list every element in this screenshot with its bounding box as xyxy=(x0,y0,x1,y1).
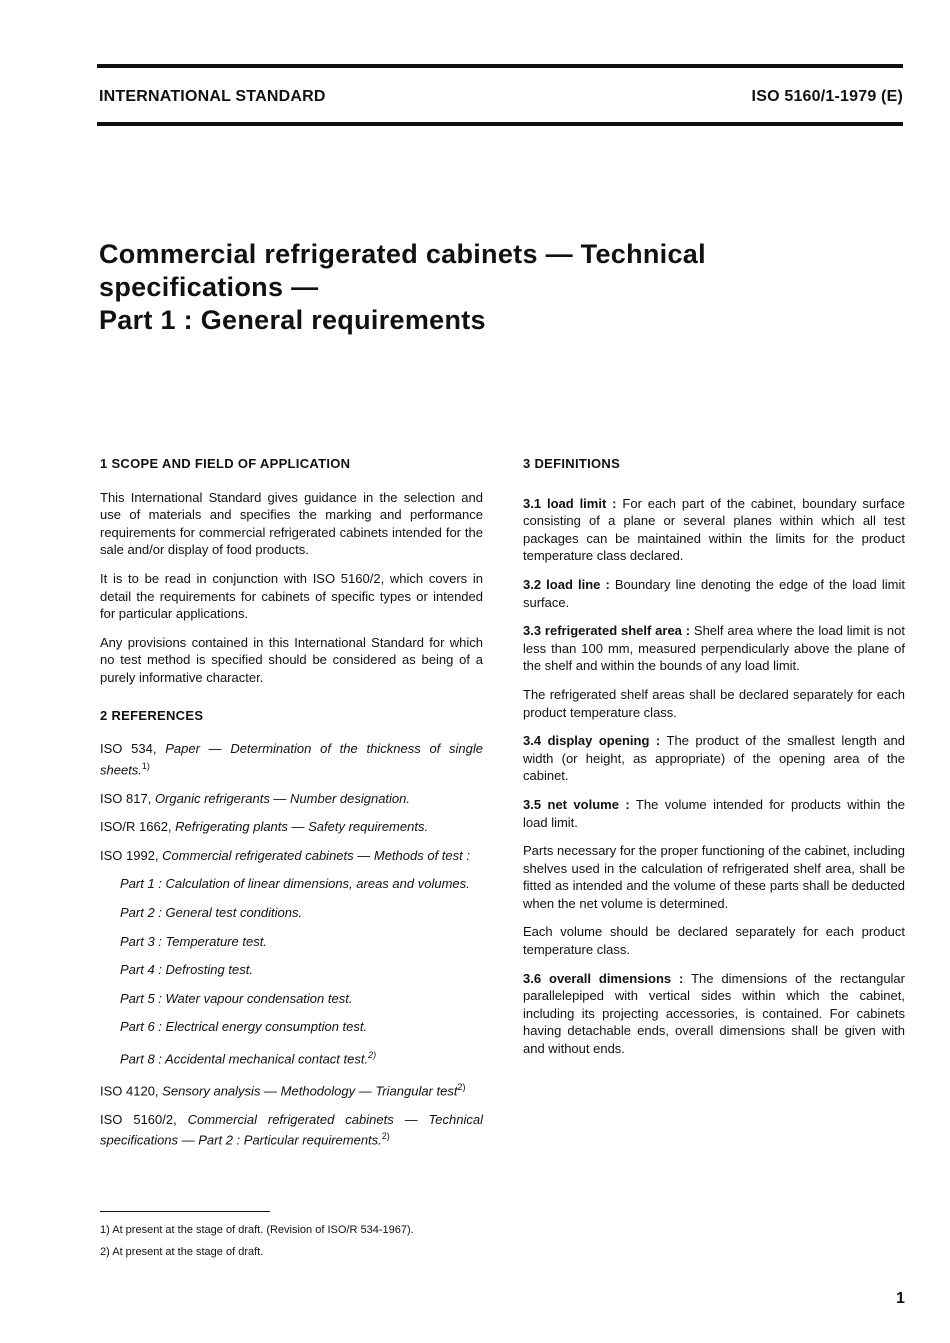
definition-3-6: 3.6 overall dimensions : The dimensions of the rectangular parallelepiped with vertical sides within which the cabinet, including its projecting accessories, is contained. For cabinets having detachable ends, overall dimensions shall be given with and without ends. xyxy=(523,970,905,1057)
title-line-3: Part 1 : General requirements xyxy=(99,305,486,335)
iso-1992-part-5: Part 5 : Water vapour condensation test. xyxy=(120,990,353,1006)
left-column xyxy=(100,455,483,1160)
page-number: 1 xyxy=(896,1290,905,1307)
top-rule xyxy=(97,64,903,68)
right-column xyxy=(523,455,905,1069)
definition-3-2: 3.2 load line : Boundary line denoting the edge of the load limit surface. xyxy=(523,576,905,610)
iso-1992-part-8: Part 8 : Accidental mechanical contact test.$^{2)}$ xyxy=(120,1049,377,1067)
reference-iso-5160-2: ISO 5160/2, Commercial refrigerated cabinets — Technical specifications — Part 2 : Particular requirements.$^{2)}$ xyxy=(100,1111,483,1148)
reference-iso-4120: ISO 4120, Sensory analysis — Methodology — Triangular test$^{2)}$ xyxy=(100,1081,466,1099)
scope-paragraph-3: Any provisions contained in this International Standard for which no test method is specified should be considered as being of a purely informative character. xyxy=(100,634,483,685)
title-line-1: Commercial refrigerated cabinets — Technical xyxy=(99,239,706,269)
title-line-2: specifications — xyxy=(99,272,319,302)
definition-3-4: 3.4 display opening : The product of the smallest length and width (or height, as appropriate) of the opening area of the cabinet. xyxy=(523,733,905,784)
scope-paragraph-1: This International Standard gives guidance in the selection and use of materials and specifies the marking and performance requirements for commercial refrigerated cabinets intended for the sale and/or display of food products. xyxy=(100,489,483,558)
section-2-heading: 2 REFERENCES xyxy=(100,707,204,723)
iso-1992-part-1: Part 1 : Calculation of linear dimensions, areas and volumes. xyxy=(120,876,470,892)
header-rule xyxy=(97,122,903,126)
definition-3-1: 3.1 load limit : For each part of the cabinet, boundary surface consisting of a plane or several planes within which all test packages can be maintained within the limits for the product temperature class declared. xyxy=(523,495,905,564)
document-title xyxy=(99,238,706,337)
definition-3-3: 3.3 refrigerated shelf area : Shelf area where the load limit is not less than 100 mm, measured perpendicularly above the plane of the shelf and within the bounds of any load limit. xyxy=(523,623,905,674)
iso-1992-part-2: Part 2 : General test conditions. xyxy=(120,905,303,921)
definition-3-5-note-2: Each volume should be declared separately for each product temperature class. xyxy=(523,924,905,958)
header-right: ISO 5160/1-1979 (E) xyxy=(751,88,903,105)
reference-iso-r-1662: ISO/R 1662, Refrigerating plants — Safety requirements. xyxy=(100,819,429,835)
definition-3-3-note: The refrigerated shelf areas shall be declared separately for each product temperature class. xyxy=(523,686,905,720)
footnote-rule xyxy=(100,1211,270,1212)
section-1-heading: 1 SCOPE AND FIELD OF APPLICATION xyxy=(100,456,351,471)
iso-1992-part-3: Part 3 : Temperature test. xyxy=(120,933,267,949)
definition-3-5: 3.5 net volume : The volume intended for products within the load limit. xyxy=(523,796,905,830)
definition-3-5-note-1: Parts necessary for the proper functioning of the cabinet, including shelves used in the calculation of refrigerated shelf area, shall be fitted as intended and the volume of these parts shall be deducted when the net volume is determined. xyxy=(523,843,905,911)
iso-1992-part-4: Part 4 : Defrosting test. xyxy=(120,962,253,978)
footnote-1: 1) At present at the stage of draft. (Revision of ISO/R 534-1967). xyxy=(100,1224,414,1236)
header-left: INTERNATIONAL STANDARD xyxy=(99,88,326,105)
reference-iso-817: ISO 817, Organic refrigerants — Number designation. xyxy=(100,790,410,806)
footnote-2: 2) At present at the stage of draft. xyxy=(100,1246,264,1258)
scope-paragraph-2: It is to be read in conjunction with ISO 5160/2, which covers in detail the requirements for cabinets of specific types or intended for particular applications. xyxy=(100,570,483,622)
reference-iso-1992: ISO 1992, Commercial refrigerated cabinets — Methods of test : xyxy=(100,847,470,863)
reference-iso-534: ISO 534, Paper — Determination of the thickness of single sheets.$^{1)}$ xyxy=(100,741,484,778)
iso-1992-part-6: Part 6 : Electrical energy consumption test. xyxy=(120,1019,368,1035)
section-3-heading: 3 DEFINITIONS xyxy=(523,456,621,471)
